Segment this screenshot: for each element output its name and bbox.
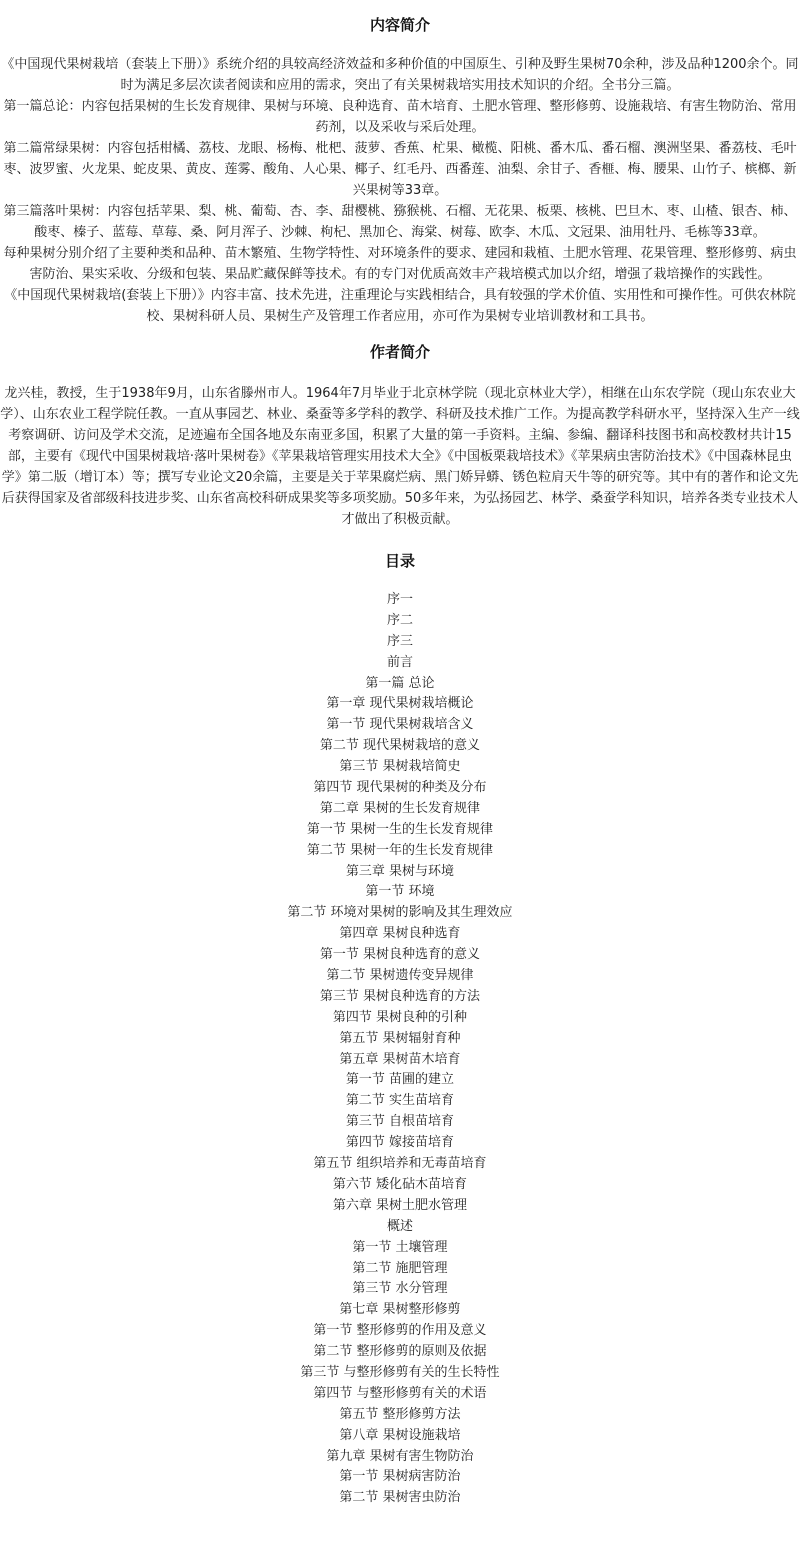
toc-item: 概述 — [386, 1218, 413, 1234]
toc-item: 第四节 与整形修剪有关的术语 — [313, 1385, 487, 1401]
toc-item: 第二节 施肥管理 — [352, 1260, 448, 1276]
toc-item: 序一 — [386, 592, 413, 607]
toc-item: 第六章 果树土肥水管理 — [332, 1197, 468, 1213]
toc-item: 第五节 组织培养和无毒苗培育 — [313, 1156, 487, 1172]
toc-item: 第五节 整形修剪方法 — [339, 1406, 461, 1422]
intro-paragraph: 《中国现代果树栽培(套装上下册）》内容丰富、技术先进，注重理论与实践相结合，具有较强的学术价值、实用性和可操作性。可供农林院校、果树科研人员、果树生产及管理工作者应用，亦可作为果树专业培训教材和工具书。 — [4, 288, 796, 324]
toc-item: 第四节 现代果树的种类及分布 — [313, 780, 487, 796]
toc-item: 前言 — [386, 654, 413, 670]
toc-item: 第二节 实生苗培育 — [345, 1093, 455, 1109]
toc-item: 第二节 环境对果树的影响及其生理效应 — [287, 905, 513, 921]
toc-item: 第三节 自根苗培育 — [345, 1114, 455, 1130]
intro-heading: 内容简介 — [369, 16, 430, 34]
intro-paragraph: 第一篇总论：内容包括果树的生长发育规律、果树与环境、良种选育、苗木培育、土肥水管理、整形修剪、设施栽培、有害生物防治、常用药剂，以及采收与采后处理。 — [3, 99, 797, 135]
toc-item: 第一节 果树病害防治 — [339, 1469, 461, 1485]
toc-item: 第一节 果树良种选育的意义 — [319, 947, 481, 963]
toc-item: 第一节 苗圃的建立 — [345, 1072, 455, 1088]
toc-item: 第二节 果树一年的生长发育规律 — [306, 842, 494, 858]
toc-item: 第七章 果树整形修剪 — [339, 1302, 461, 1318]
author-section — [0, 341, 800, 530]
toc-item: 第六节 矮化砧木苗培育 — [332, 1176, 468, 1192]
toc-item: 第五节 果树辐射育种 — [339, 1030, 461, 1046]
toc-item: 第三节 果树栽培简史 — [339, 759, 461, 775]
toc-item: 第一章 现代果树栽培概论 — [326, 696, 474, 712]
toc-item: 第二节 果树害虫防治 — [339, 1490, 461, 1506]
toc-item: 第九章 果树有害生物防治 — [326, 1448, 474, 1464]
toc-item: 第三章 果树与环境 — [345, 863, 455, 879]
toc-item: 第二节 果树遗传变异规律 — [326, 968, 474, 984]
toc-item: 第二节 现代果树栽培的意义 — [319, 738, 481, 754]
toc-heading: 目录 — [384, 552, 415, 570]
toc-item: 第四章 果树良种选育 — [339, 926, 461, 942]
author-paragraph: 龙兴桂，教授，生于1938年9月，山东省滕州市人。1964年7月毕业于北京林学院（现北京林业大学），相继在山东农学院（现山东农业大学）、山东农业工程学院任教。一直从事园艺、林业、桑蚕等多学科的教学、科研及技术推广工作。为提高教学科研水平，坚持深入生产一线考察调研、访问及学术交流，足迹遍布全国各地及东南亚多国，积累了大量的第一手资料。主编、参编、翻译科技图书和高校教材共计15部，主要有《现代中国果树栽培·落叶果树卷》《苹果栽培管理实用技术大全》《中国板栗栽培技术》《苹果病虫害防治技术》《中国森林昆虫学》第二版（增订本）等；撰写专业论文20余篇，主要是关于苹果腐烂病、黑门娇异蟒、锈色粒肩天牛等的研究等。其中有的著作和论文先后获得国家及省部级科技进步奖、山东省高校科研成果奖等多项奖励。50多年来，为弘扬园艺、林学、桑蚕学科知识，培养各类专业技术人才做出了积极贡献。 — [0, 386, 800, 527]
toc-list — [0, 590, 800, 1509]
toc-item: 第三节 果树良种选育的方法 — [319, 988, 481, 1004]
toc-section — [0, 550, 800, 1509]
toc-item: 第八章 果树设施栽培 — [339, 1427, 461, 1443]
intro-paragraph: 《中国现代果树栽培（套装上下册）》系统介绍的具较高经济效益和多种价值的中国原生、引种及野生果树70余种，涉及品种1200余个。同时为满足多层次读者阅读和应用的需求，突出了有关果树栽培实用技术知识的介绍。全书分三篇。 — [1, 57, 799, 93]
toc-item: 第三节 与整形修剪有关的生长特性 — [300, 1364, 500, 1380]
toc-item: 第一节 果树一生的生长发育规律 — [306, 821, 494, 837]
intro-paragraphs — [0, 54, 800, 327]
toc-item: 第五章 果树苗木培育 — [339, 1051, 461, 1067]
toc-item: 序二 — [386, 612, 413, 628]
intro-paragraph: 每种果树分别介绍了主要种类和品种、苗木繁殖、生物学特性、对环境条件的要求、建园和栽植、土肥水管理、花果管理、整形修剪、病虫害防治、果实采收、分级和包装、果品贮藏保鲜等技术。有的专门对优质高效丰产栽培模式加以介绍，增强了栽培操作的实践性。 — [3, 246, 797, 282]
author-heading: 作者简介 — [369, 343, 430, 361]
toc-item: 第一节 环境 — [365, 884, 435, 900]
intro-paragraph: 第三篇落叶果树：内容包括苹果、梨、桃、葡萄、杏、李、甜樱桃、猕猴桃、石榴、无花果、板栗、核桃、巴旦木、枣、山楂、银杏、柿、酸枣、榛子、蓝莓、草莓、桑、阿月浑子、沙棘、枸杞、黑加仑、海棠、树莓、欧李、木瓜、文冠果、油用牡丹、毛栋等33章。 — [3, 204, 797, 240]
toc-item: 第一节 土壤管理 — [352, 1239, 448, 1255]
toc-item: 第一篇 总论 — [365, 675, 435, 691]
toc-item: 序三 — [386, 633, 413, 649]
toc-item: 第二章 果树的生长发育规律 — [319, 800, 481, 816]
toc-item: 第一节 现代果树栽培含义 — [326, 717, 474, 733]
intro-paragraph: 第二篇常绿果树：内容包括柑橘、荔枝、龙眼、杨梅、枇杷、菠萝、香蕉、杧果、橄榄、阳桃、番木瓜、番石榴、澳洲坚果、番荔枝、毛叶枣、波罗蜜、火龙果、蛇皮果、黄皮、莲雾、酸角、人心果、椰子、红毛丹、西番莲、油梨、余甘子、香榧、梅、腰果、山竹子、槟榔、新兴果树等33章。 — [3, 141, 797, 198]
toc-item: 第一节 整形修剪的作用及意义 — [313, 1323, 487, 1339]
toc-item: 第二节 整形修剪的原则及依据 — [313, 1344, 487, 1360]
toc-item: 第四节 嫁接苗培育 — [345, 1135, 455, 1151]
toc-item: 第三节 水分管理 — [352, 1281, 448, 1297]
toc-item: 第四节 果树良种的引种 — [332, 1009, 468, 1025]
intro-section — [0, 0, 800, 327]
